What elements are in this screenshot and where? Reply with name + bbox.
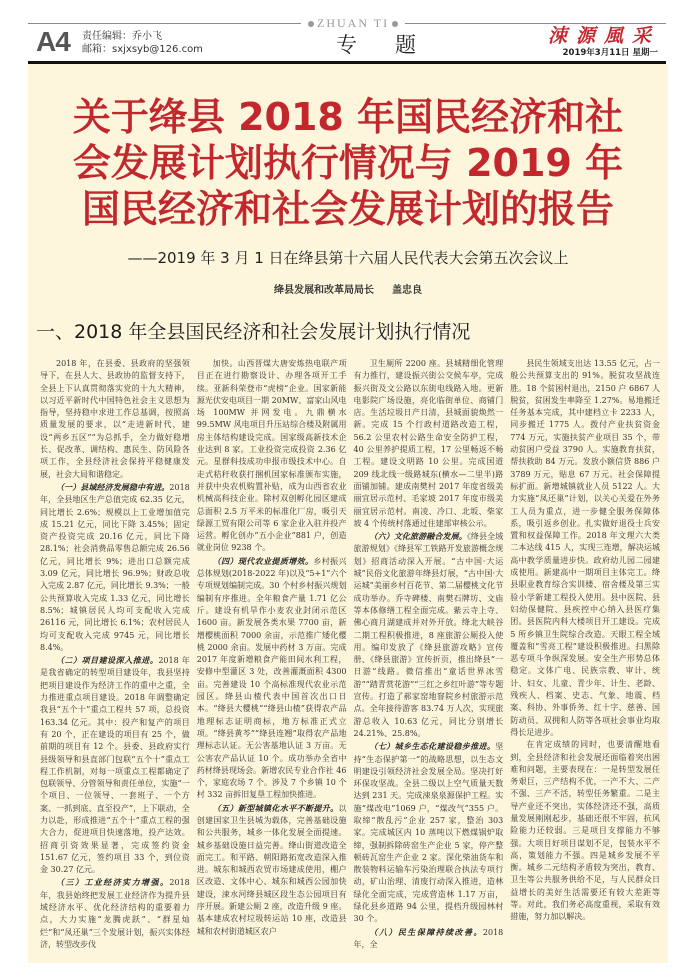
email-line: 邮箱：sxjxsyb@126.com bbox=[82, 44, 203, 55]
subsection-heading: （一）县域经济发展稳中有进。 bbox=[56, 481, 170, 492]
column-2 bbox=[197, 358, 347, 938]
article-paragraph: 加快。山西晋煤大唐安炼热电联产项目正在进行勘察设计、办理各项开工手续。亚新科荣登市“虎榜”企业。国家新能源光伏安电项目一期 20MW、富家山风电场 100MW 并网发电。九鼎横水 99.5MW 风电项目升压站综合楼及附属用房主体结构建设完成。国家级高新技术企业达到 8 家。工业投资完成投资 2.36 亿元。星群科技成功申报市级技术中心。自走式秸秆收获打捆机国家标准颁布实施，并获中央农机购置补贴，成为山西省农业机械高科技企业。除村双创孵化园区建成总面积 2.5 万平米的标准化厂房，吸引天绿源工贸有限公司等 6 家企业入驻并投产运营。孵化创办“五小企业”881 户，创造就业岗位 9238 个。 bbox=[196, 359, 347, 553]
page-number: A4 bbox=[36, 26, 70, 57]
byline-name: 盖忠良 bbox=[392, 285, 422, 296]
article-paragraph: （六）文化旅游融合发展。《绛县全域旅游规划》《绛县军工铁路开发旅游概念规划》招商活动深入开展。“古中国·大运城”民俗文化旅游年绛县灯展，“古中国·大运城”美丽乡村百花节、第二届樱桃文化节成功举办。乔寺碑楼、南樊石牌坊、文庙等本体修缮工程全面完成。紫云寺上寺、佛心商月湖建成并对外开放。绛北大峡谷二期工程积极推进，8 座旅游公厕投入使用。编印发放了《绛县旅游攻略》宣传册、《绛县旅游》宣传折页，推出绛县“一日游”线路。微信推出“童话世界冰雪游”“踏青赏花游”“三红之乡红叶游”等专题宣传。打造了郝家窑地窨院乡村旅游示范点。全年接待游客 83.74 万人次，实现旅游总收入 10.63 亿元，同比分别增长 24.21%、25.8%。 bbox=[353, 531, 504, 738]
subtitle: ——2019 年 3 月 1 日在绛县第十六届人民代表大会第五次会议上 bbox=[127, 249, 569, 267]
article-columns bbox=[40, 358, 660, 951]
newspaper-brand: 涑源風采 bbox=[547, 25, 660, 47]
column-3 bbox=[354, 358, 504, 951]
article-paragraph: 卫生厕所 2200 座。县城精细化管理有力推行，建设振兴街公交候车亭，完成振兴街及文公路以东街电线路入地。更新电影院广场设施，亮化临街单位、商铺门店。生活垃圾日产日清，县城面貌焕然一新。完成 15 个行政村道路改造工程，56.2 公里农村公路生命安全防护工程，40 公里养护提质工程，17 公里畅返不畅工程。建设文明路 10 公里。完成国道 209 线北线一级路城东(横水—二里半)路面铺加铺。建成南樊村 2017 年度省级美丽宜居示范村、毛家坡 2017 年度市级美丽宜居示范村。南凌、冷口、北坂、柴家坡 4 个传统村落通过住建部审核公示。 bbox=[353, 359, 504, 528]
byline-title: 绛县发展和改革局局长 bbox=[274, 285, 374, 296]
article-paragraph: （八）民生保障持续改善。2018 年，全 bbox=[353, 926, 504, 949]
subsection-heading: （五）新型城镇化水平不断提升。 bbox=[212, 802, 339, 813]
section-title: 一、2018 年全县国民经济和社会发展计划执行情况 bbox=[36, 321, 471, 343]
subsection-heading: （四）现代农业提质增效。 bbox=[212, 555, 314, 566]
section-name: 专题 bbox=[336, 33, 454, 57]
headline-line: 国民经济和社会发展计划的报告 bbox=[81, 187, 614, 231]
article-paragraph: 县民生领域支出达 13.55 亿元，占一般公共预算支出的 91%。脱贫攻坚战连胜。18 个贫困村退出，2150 户 6867 人脱贫，贫困发生率降至 1.27%。易地搬迁任务基本完成，其中建档立卡 2233 人，同步搬迁 1775 人。拨付产业扶贫资金 774 万元，实施扶贫产业项目 35 个，带动贫困户受益 3790 人。实施教育扶贫，帮扶救助 84 万元。发放小额信贷 886 户 3789 万元，贴息 67 万元。社会保障提标扩面。新增城镇就业人员 5122 人。大力实施“凤还巢”计划，以关心关爱在外务工人员为重点，进一步健全服务保障体系，吸引返乡创业。扎实做好退役士兵安置和权益保障工作。2018 年文理六大类二本达线 415 人，实现三连增，解决运城高中教学质量进步快。政府幼儿园二园建成使用。新建高中一期项目主体完工。绛县职业教育综合实训楼、宿舍楼及第三实验小学新建工程投入使用。县中医院、县妇幼保健院、县疾控中心纳入县医疗集团。县医院内科大楼项目开工建设。完成 5 所乡镇卫生院综合改造。天眼工程全域覆盖和“雪亮工程”建设积极推进。扫黑除恶专项斗争纵深发展。安全生产形势总体稳定。文体广电、民族宗教、审计、统计、妇女、儿童、青少年、计生、老龄、残疾人、档案、史志、气象、地震、档案、科协、外事侨务、红十字、慈善、国防动员、双拥和人防等各项社会事业均取得长足进步。 bbox=[510, 359, 660, 737]
article-paragraph: （二）项目建设深入推进。2018 年是我省确定的转型项目建设年，我县坚持把项目建设作为经济工作的重中之重，全力推进重点项目建设。2018 年调整确定我县“五个十”重点工程共 57 项，总投资 163.34 亿元。其中：投产和复产的项目有 20 个，正在建设的项目有 25 个，做前期的项目有 12 个。县委、县政府实行县级领导和县直部门包联“五个十”重点工程工作机制，对每一项重点工程都确定了包联领导、分管领导和责任单位，实施“一个项目、一位领导、一套班子、一个方案、一抓到底、直至投产”，上下联动，全力以赴，形成推进“五个十”重点工程的强大合力，促进项目快速落地，投产达效。招商引资效果显著，完成签约资金 151.67 亿元，签约项目 33 个，到位资金 30.27 亿元。 bbox=[40, 655, 190, 875]
article-paragraph: （四）现代农业提质增效。乡村振兴总体规划(2018-2022 年)以及“5+1”六个专项规划编制完成。30 个村乡村振兴规划编制有序推进。全年粮食产量 1.71 亿公斤。建设有机旱作小麦农业封闭示范区 1600 亩。新发展各类水果 7700 亩，新增樱桃面积 7000 余亩，示范推广矮化樱桃 2000 余亩。发展中药材 3 万亩。完成 2017 年度新增粮食产能田间水利工程，安修中型灌区 3 处，改善灌溉面积 4300 亩。完善建设 10 个高标准现代农业示范园区。绛县山楂代表中国首次出口日本。“绛县大樱桃”“绛县山楂”获得农产品地理标志证明商标，地方标准正式立项。“绛县黄芩”“绛县连翘”取得农产品地理标志认证。无公害基地认证 3 万亩。无公害农产品认证 10 个。成功举办全省中药材绛县现场会。新增农民专业合作社 46 个，家庭农场 7 个。涉及 7 个乡镇 10 个村 332 亩拆旧复垦工程加快推进。 bbox=[196, 555, 347, 800]
dot-icon bbox=[308, 21, 314, 27]
article-paragraph: 2018 年，在县委、县政府的坚强领导下，在县人大、县政协的监督支持下，全县上下认真贯彻落实党的十九大精神，以习近平新时代中国特色社会主义思想为指导，坚持稳中求进工作总基调，按照高质量发展的要求，以“走进新时代，建设“两乡五区”“为总抓手，全力做好稳增长、促改革、调结构、惠民生、防风险各项工作，全县经济社会保持平稳健康发展，社会大局和谐稳定。 bbox=[40, 359, 190, 479]
article-paragraph: （三）工业经济实力增强。2018 年，我县始终把发展工业经济作为提升县域经济水平、优化经济结构的重要着力点，大力实施“龙腾虎跃”、“群星灿烂”和“凤还巢”三个发展计划，振兴实体经济，转型改步伐 bbox=[40, 877, 190, 949]
editor-line: 责任编辑：乔小飞 bbox=[82, 31, 162, 42]
article-paragraph: （五）新型城镇化水平不断提升。以创建国家卫生县城为载体，完善基础设施和公共服务，城乡一体化发展全面提速。城乡基础设施日益完善。绛山街道改造全面完工。和平路、朝阳路拓宽改造深入推进。城东和城西农贸市场建成使用，棚户区改造、文体中心、城东和城西公园加快建设，涑水河绛县城区段生态公园项目有序开展。新建公厕 2 座，改造升级 9 座。基本建成农村垃圾转运站 10 座，改造县城和农村街道城区农户 bbox=[196, 802, 347, 936]
subsection-heading: （二）项目建设深入推进。 bbox=[56, 655, 159, 666]
dot-icon bbox=[392, 21, 398, 27]
subsection-heading: （七）城乡生态化建设稳步推进。 bbox=[369, 741, 496, 752]
subsection-heading: （六）文化旅游融合发展。 bbox=[369, 531, 467, 542]
section-latin: ZHUAN TI bbox=[301, 16, 405, 30]
byline bbox=[28, 284, 668, 298]
headline-line: 会发展计划执行情况与 2019 年 bbox=[72, 141, 624, 185]
subsection-heading: （八）民生保障持续改善。 bbox=[369, 926, 483, 937]
column-1 bbox=[40, 358, 190, 951]
subsection-heading: （三）工业经济实力增强。 bbox=[56, 877, 170, 888]
headline bbox=[28, 94, 668, 232]
page-header bbox=[28, 0, 666, 64]
article-paragraph: （七）城乡生态化建设稳步推进。坚持“生态保护第一”的战略思想，以生态文明建设引领经济社会发展全局。坚决打好环保攻坚战。全县二级以上空气质量天数达到 231 天。完成涑泉泉源保护工程。实施“煤改电”1069 户，“煤改气”355 户。取缔“散乱污”企业 257 家，整治 303 家。完成城区内 10 蒸吨以下燃煤锅炉取缔，强制拆除砖窑生产企业 5 家，停产整顿砖瓦窑生产企业 2 家。深化柴油货车和散装物料运输车污染治理联合执法专项行动，矿山治理、清废行动深入推进，造林绿化全面完成，完成营造林 1.17 万亩，绿化县乡道路 94 公里，提档升级园林村 30 个。 bbox=[353, 741, 504, 924]
article-paragraph: （一）县域经济发展稳中有进。2018 年，全县地区生产总值完成 62.35 亿元，同比增长 2.6%；规模以上工业增加值完成 15.21 亿元，同比下降 3.45%；固定资产投资完成 20.16 亿元，同比下降 28.1%；社会消费品零售总额完成 26.56 亿元，同比增长 9%；进出口总额完成 3.09 亿元，同比增长 96.9%；财政总收入完成 2.87 亿元，同比增长 9.3%；一般公共预算收入完成 1.33 亿元，同比增长 8.5%；城镇居民人均可支配收入完成 26116 元，同比增长 6.1%；农村居民人均可支配收入完成 9745 元，同比增长 8.4%。 bbox=[40, 481, 190, 652]
column-4 bbox=[510, 358, 660, 924]
article-area bbox=[28, 64, 668, 963]
headline-line: 关于绛县 2018 年国民经济和社 bbox=[72, 95, 624, 139]
article-paragraph: 在肯定成绩的同时，也要清醒地看到，全县经济和社会发展还面临着突出困难和问题，主要表现在：一是转型发展任务艰巨，三产结构不优，一产不大、二产不强、三产不活，转型任务繁重。二是主导产业还不突出，实体经济还不强，高质量发展刚刚起步，基础还很不牢固，抗风险能力还较弱。三是项目支撑能力不够强。大项目好项目谋划不足，包装水平不高，策划能力不强。四是城乡发展不平衡。城乡二元结构矛盾较为突出，教育、卫生等公共服务供给不足，与人民群众日益增长的美好生活需要还有较大差距等等。对此，我们务必高度重视，采取有效措施，努力加以解决。 bbox=[510, 740, 660, 922]
issue-date: 2019年3月11日 星期一 bbox=[562, 48, 658, 58]
editor-info bbox=[82, 30, 203, 56]
